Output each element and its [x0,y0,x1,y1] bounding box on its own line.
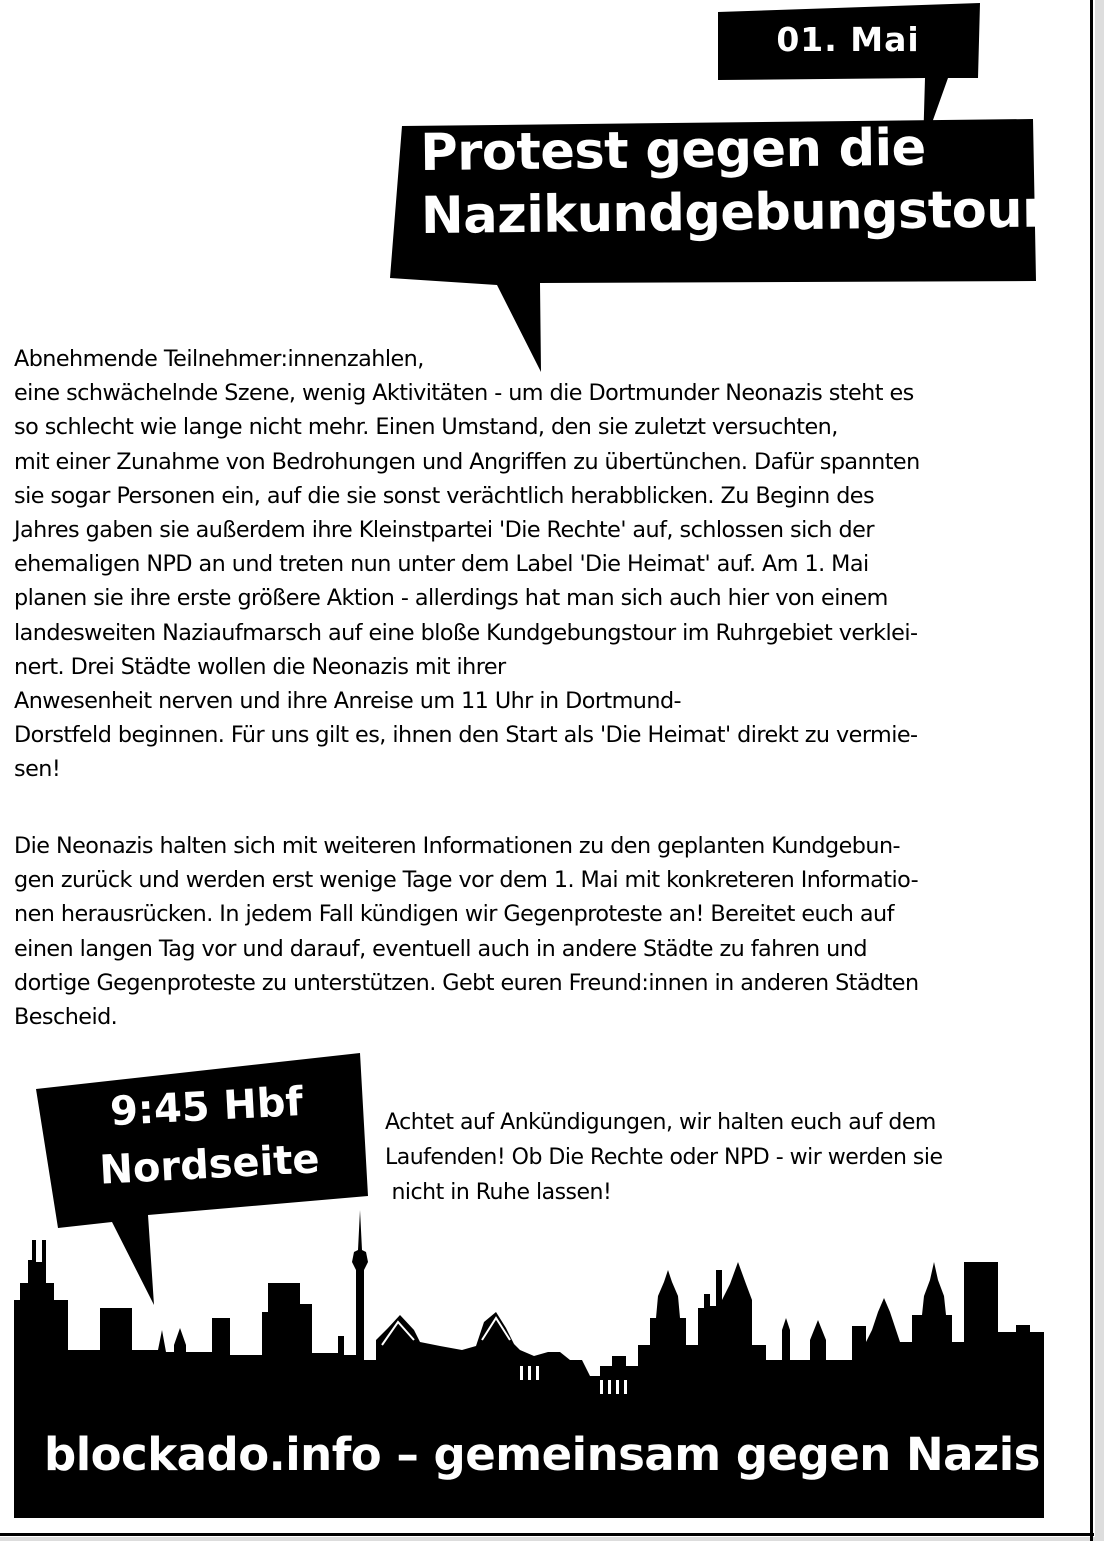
text-line: Anwesenheit nerven und ihre Anreise um 11 Uhr in Dortmund- [14,688,682,715]
text-line: Achtet auf Ankündigungen, wir halten euch auf dem [385,1110,936,1135]
details-paragraph [14,829,1044,1034]
text-line: so schlecht wie lange nicht mehr. Einen Umstand, den sie zuletzt versuchten, [14,414,838,441]
headline-line: Protest gegen die [420,118,926,183]
text-line: ehemaligen NPD an und treten nun unter dem Label 'Die Heimat' auf. Am 1. Mai [14,551,869,578]
text-line: eine schwächelnde Szene, wenig Aktivitäten - um die Dortmunder Neonazis steht es [14,380,914,407]
text-line: Bescheid. [14,1004,118,1031]
meeting-time: 9:45 Hbf [108,1079,305,1136]
text-line: einen langen Tag vor und darauf, eventuell auch in andere Städte zu fahren und [14,935,867,962]
text-line: nicht in Ruhe lassen! [385,1180,612,1205]
text-line: nen herausrücken. In jedem Fall kündigen wir Gegenproteste an! Bereitet euch auf [14,901,894,928]
notice-paragraph [385,1105,1045,1210]
headline [420,116,1048,248]
text-line: planen sie ihre erste größere Aktion - allerdings hat man sich auch hier von einem [14,585,888,612]
meeting-location: Nordseite [98,1136,321,1194]
intro-paragraph [14,342,1044,787]
text-line: nert. Drei Städte wollen die Neonazis mit ihrer [14,653,506,680]
text-line: Jahres gaben sie außerdem ihre Kleinstpartei 'Die Rechte' auf, schlossen sich der [14,517,874,544]
date-label: 01. Mai [776,20,920,59]
meeting-point [69,1071,347,1201]
text-line: dortige Gegenproteste zu unterstützen. Gebt euren Freund:innen in anderen Städten [14,969,919,996]
footer-slogan: blockado.info – gemeinsam gegen Nazis [44,1428,1040,1481]
text-line: sen! [14,756,61,783]
text-line: gen zurück und werden erst wenige Tage vor dem 1. Mai mit konkreteren Informatio- [14,867,919,894]
text-line: Laufenden! Ob Die Rechte oder NPD - wir werden sie [385,1145,943,1170]
text-line: landesweiten Naziaufmarsch auf eine bloße Kundgebungstour im Ruhrgebiet verklei- [14,619,918,646]
text-line: Die Neonazis halten sich mit weiteren Informationen zu den geplanten Kundgebun- [14,833,901,859]
text-line: sie sogar Personen ein, auf die sie sonst verächtlich herabblicken. Zu Beginn des [14,482,875,509]
text-line: Abnehmende Teilnehmer:innenzahlen, [14,346,424,372]
text-line: mit einer Zunahme von Bedrohungen und Angriffen zu übertünchen. Dafür spannten [14,448,920,475]
text-line: Dorstfeld beginnen. Für uns gilt es, ihnen den Start als 'Die Heimat' direkt zu vermie- [14,722,918,749]
headline-line: Nazikundgebungstour [420,180,1048,246]
